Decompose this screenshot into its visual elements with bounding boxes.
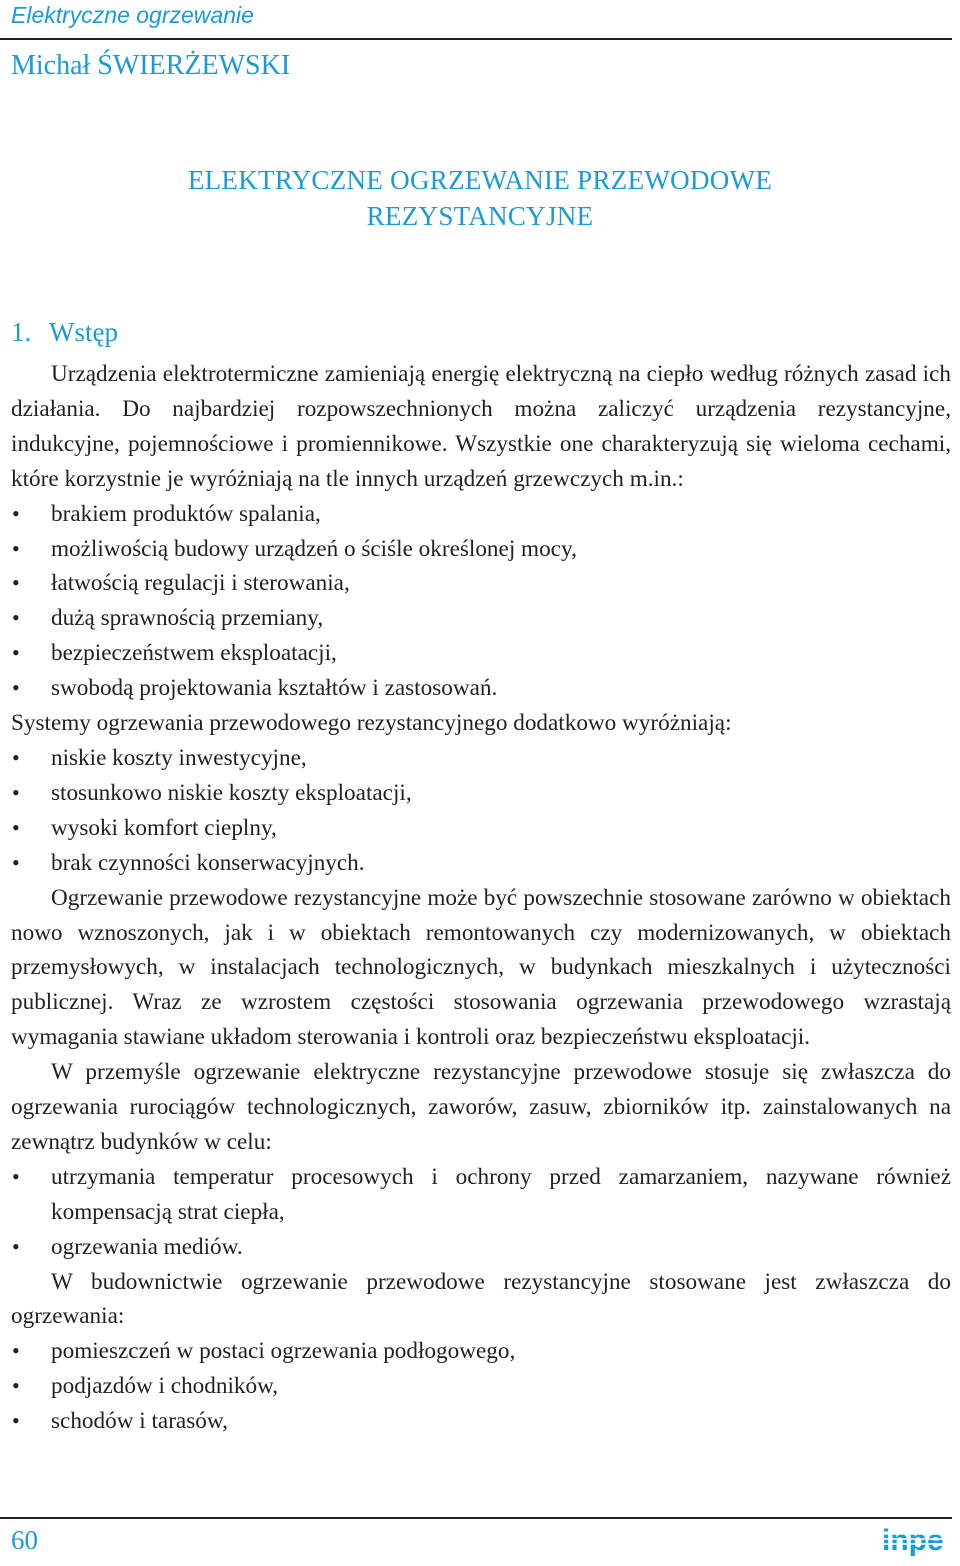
paragraph-systems: Systemy ogrzewania przewodowego rezystancyjnego dodatkowo wyróżniają: [11, 710, 732, 737]
running-title: Elektryczne ogrzewanie [11, 2, 254, 28]
logo-text: inpe [882, 1524, 944, 1557]
list-item: • ogrzewania mediów. [11, 1230, 951, 1265]
chapter-title [0, 162, 960, 234]
chapter-title-line-2: REZYSTANCYJNE [366, 201, 594, 231]
list-item: • brak czynności konserwacyjnych. [11, 846, 951, 881]
systems-advantages-list [11, 741, 951, 881]
construction-uses-list [11, 1334, 951, 1439]
list-item: • wysoki komfort cieplny, [11, 811, 951, 846]
paragraph-applications: Ogrzewanie przewodowe rezystancyjne może być powszechnie stosowane zarówno w obiektach nowo wznoszonych, jak i w obiektach remontowanych czy modernizowanych, w obiektach przemysłowych, w instalacjach technologicznych, w budynkach mieszkalnych i użyteczności publicznej. Wraz ze wzrostem częstości stosowania ogrzewania przewodowego wzrastają wymagania stawiane układom sterowania i kontroli oraz bezpieczeństwu eksploatacji. [11, 884, 951, 1051]
header-divider [0, 38, 952, 40]
list-item: • swobodą projektowania kształtów i zastosowań. [11, 671, 951, 706]
list-item: • stosunkowo niskie koszty eksploatacji, [11, 776, 951, 811]
article-body [11, 357, 951, 1439]
list-item: • schodów i tarasów, [11, 1404, 951, 1439]
section-title: Wstęp [49, 317, 118, 347]
section-heading [11, 315, 118, 349]
chapter-title-line-1: ELEKTRYCZNE OGRZEWANIE PRZEWODOWE [187, 165, 773, 195]
list-item: • podjazdów i chodników, [11, 1369, 951, 1404]
list-item: • niskie koszty inwestycyjne, [11, 741, 951, 776]
paragraph-intro: Urządzenia elektrotermiczne zamieniają energię elektryczną na ciepło według różnych zasad ich działania. Do najbardziej rozpowszechnionych można zaliczyć urządzenia rezystancyjne, indukcyjne, pojemnościowe i promiennikowe. Wszystkie one charakteryzują się wieloma cechami, które korzystnie je wyróżniają na tle innych urządzeń grzewczych m.in.: [11, 361, 951, 492]
advantages-list [11, 497, 951, 706]
inpe-logo [880, 1524, 952, 1558]
section-number: 1. [11, 317, 32, 347]
author-name: Michał ŚWIERŻEWSKI [11, 50, 291, 81]
paragraph-industry: W przemyśle ogrzewanie elektryczne rezystancyjne przewodowe stosuje się zwłaszcza do ogrzewania rurociągów technologicznych, zaworów, zasuw, zbiorników itp. zainstalowanych na zewnątrz budynków w celu: [11, 1059, 951, 1155]
paragraph-construction: W budownictwie ogrzewanie przewodowe rezystancyjne stosowane jest zwłaszcza do ogrzewania: [11, 1268, 951, 1330]
list-item: • brakiem produktów spalania, [11, 497, 951, 532]
footer-divider [0, 1517, 952, 1519]
list-item: • utrzymania temperatur procesowych i ochrony przed zamarzaniem, nazywane również kompensacją strat ciepła, [11, 1160, 951, 1230]
list-item: • pomieszczeń w postaci ogrzewania podłogowego, [11, 1334, 951, 1369]
list-item: • dużą sprawnością przemiany, [11, 601, 951, 636]
industry-purposes-list [11, 1160, 951, 1265]
list-item: • możliwością budowy urządzeń o ściśle określonej mocy, [11, 532, 951, 567]
list-item: • łatwością regulacji i sterowania, [11, 566, 951, 601]
page-number: 60 [11, 1525, 38, 1555]
list-item: • bezpieczeństwem eksploatacji, [11, 636, 951, 671]
